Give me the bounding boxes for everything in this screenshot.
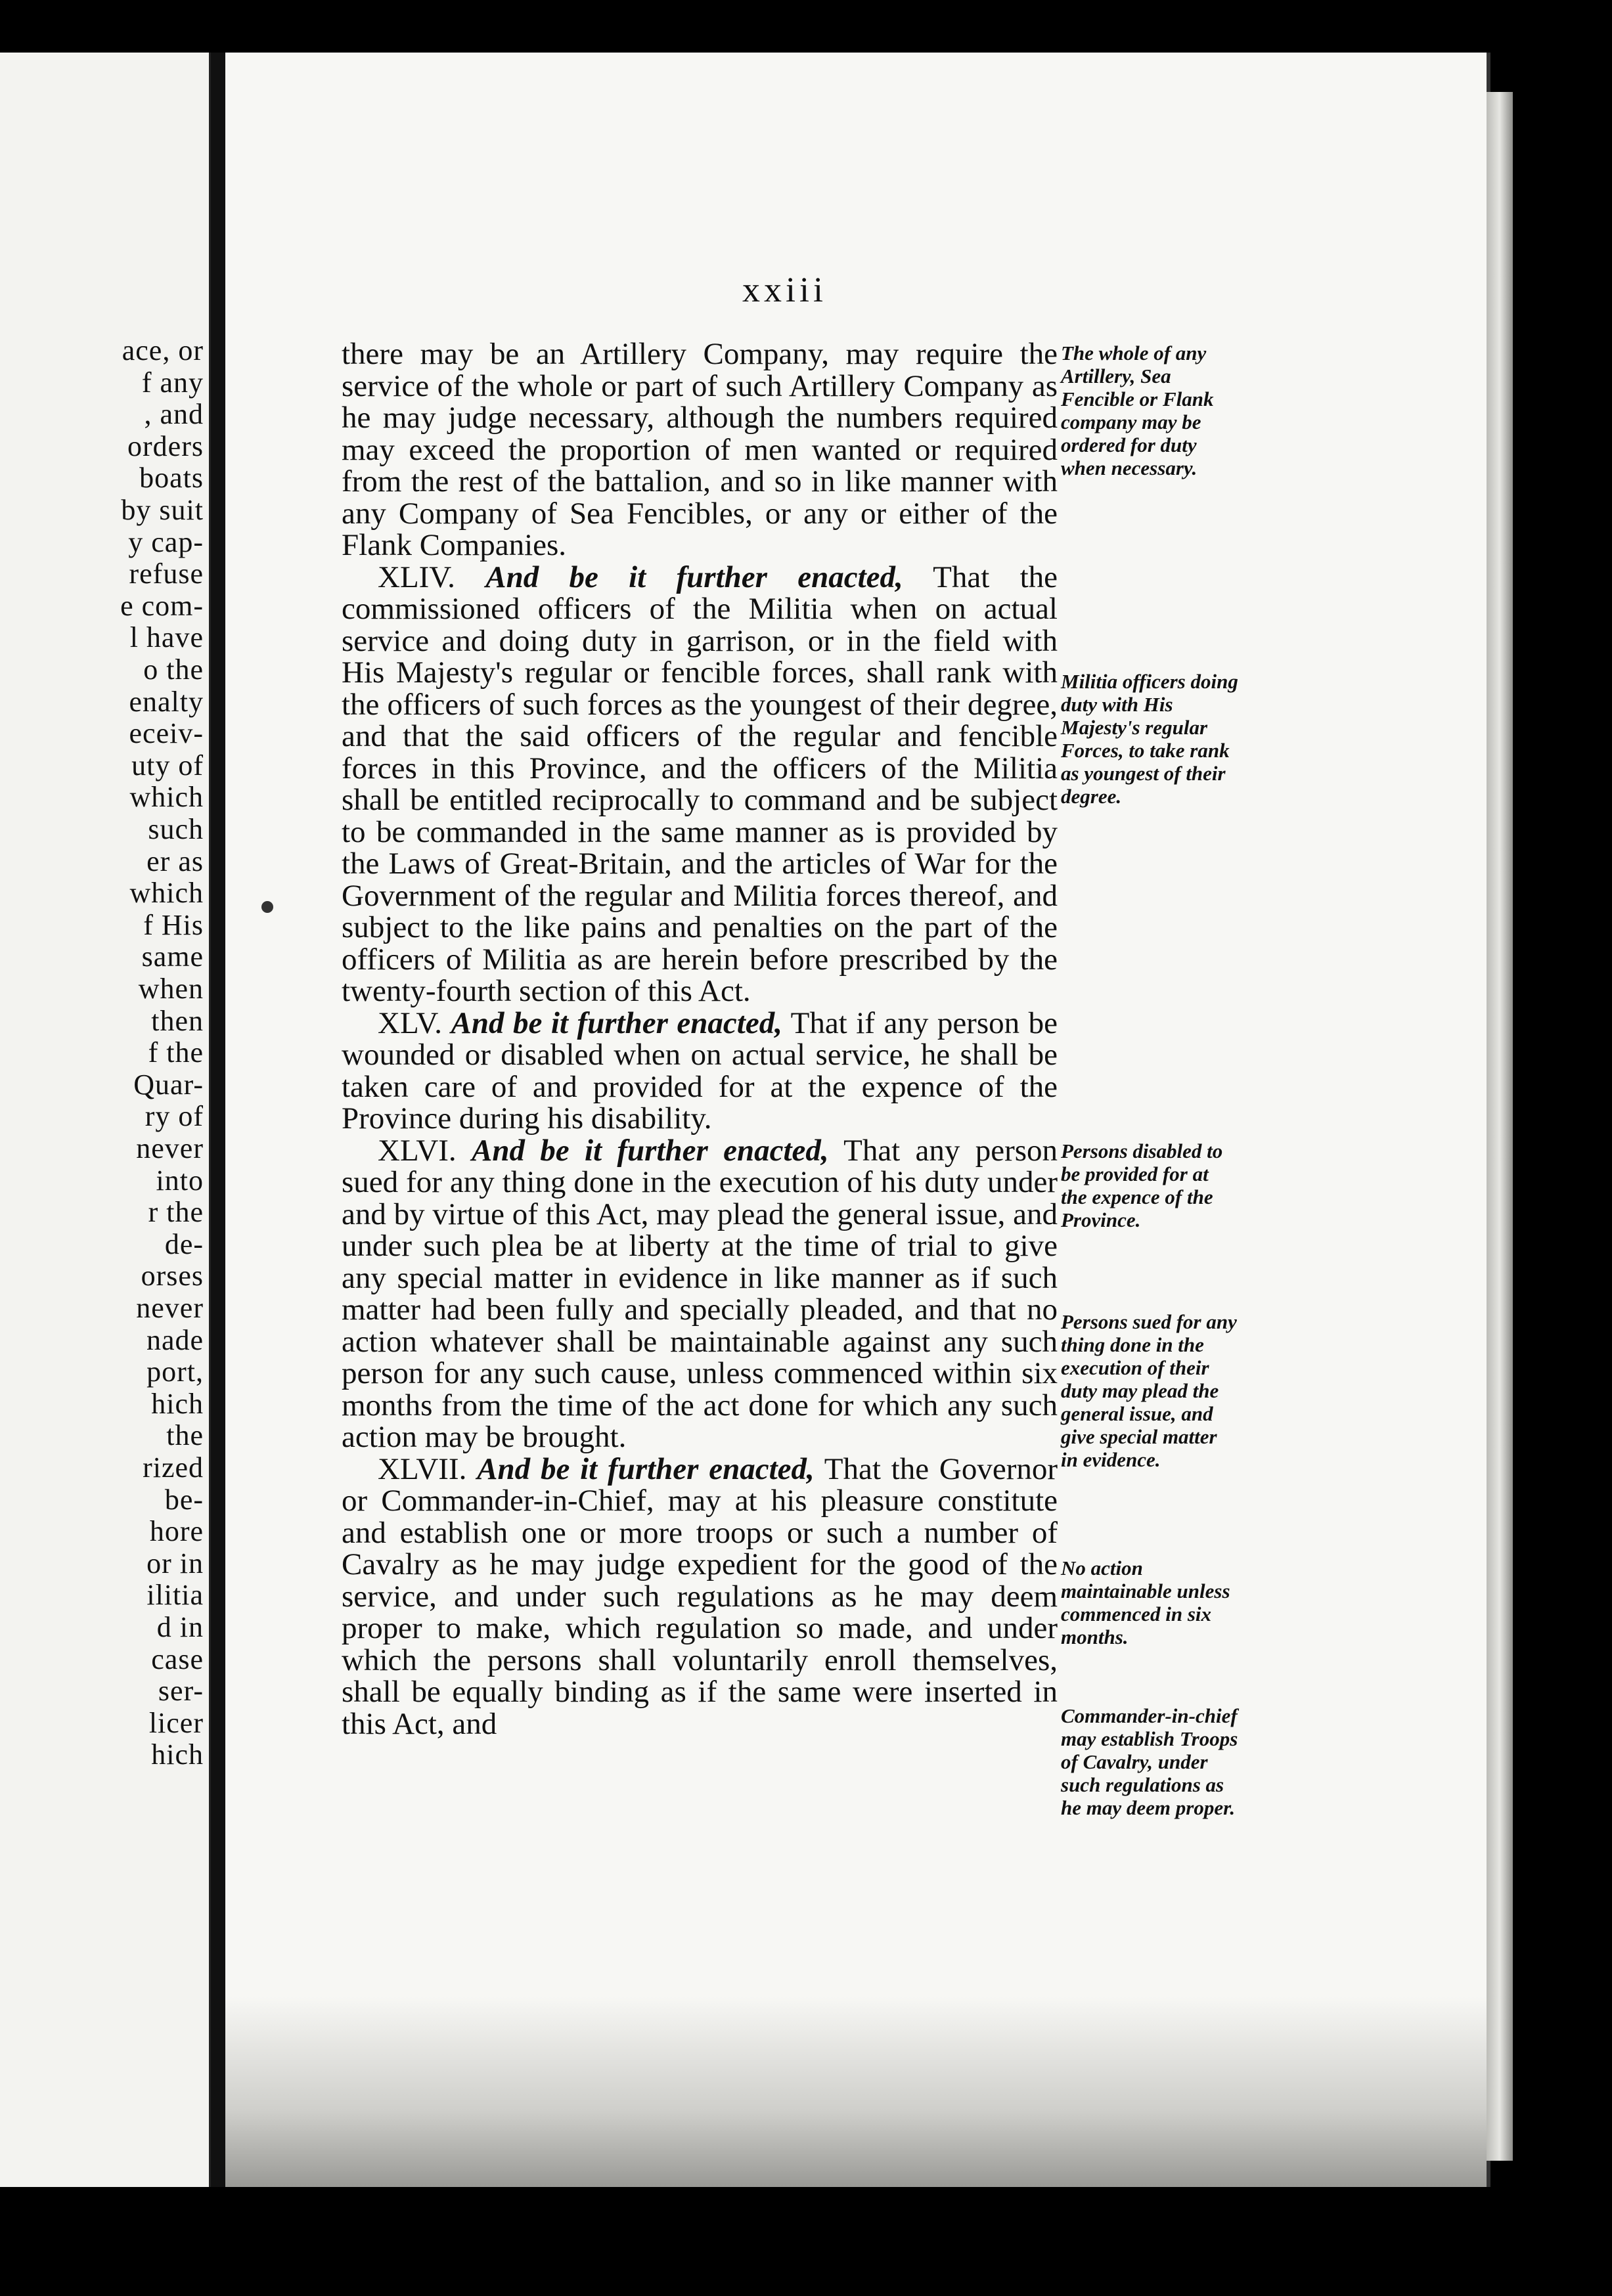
facing-page-line: by suit bbox=[121, 494, 204, 526]
facing-page-line: same bbox=[141, 940, 204, 973]
facing-page-line: f any bbox=[141, 366, 204, 399]
facing-page-line: such bbox=[148, 813, 204, 845]
book-gutter bbox=[211, 53, 225, 2187]
facing-page-line: never bbox=[136, 1292, 204, 1324]
paragraph-continuation bbox=[342, 338, 1058, 562]
paragraph-text: That any person sued for any thing done in the execution of his duty under and by virtue of this Act, may plead the general issue, and under such plea be at liberty at the time of trial to give any special matter in evidence in like manner as if such matter had been fully and specially pleaded, and that no action whatever shall be maintainable against any such person for any such cause, unless commenced within six months from the time of the act done for which any such action may be brought. bbox=[342, 1133, 1058, 1454]
margin-note-disabled: Persons disabled to be provided for at the expence of the Province. bbox=[1061, 1139, 1223, 1231]
facing-page-line: ry of bbox=[145, 1100, 204, 1133]
facing-page-line: nade bbox=[146, 1323, 204, 1356]
facing-page-line: the bbox=[166, 1419, 204, 1452]
margin-note-cavalry: Commander-in-chief may establish Troops of Cavalry, under such regulations as he may deem proper. bbox=[1061, 1704, 1238, 1819]
paragraph-section-xlv bbox=[342, 1007, 1058, 1135]
facing-page-line: licer bbox=[148, 1706, 204, 1739]
facing-page-line: eceiv- bbox=[129, 717, 204, 750]
facing-page-line: be- bbox=[164, 1483, 204, 1516]
paragraph-section-xlvii bbox=[342, 1453, 1058, 1740]
page-number: xxiii bbox=[742, 270, 828, 309]
facing-page-line: ilitia bbox=[146, 1579, 204, 1612]
page-edge bbox=[1487, 92, 1513, 2161]
section-number: XLV. bbox=[378, 1005, 442, 1040]
facing-page-line: r the bbox=[148, 1196, 204, 1229]
facing-page-line: port, bbox=[146, 1356, 204, 1388]
paragraph-text: there may be an Artillery Company, may require the service of the whole or part of such Artillery Company as he may judge necessary, although the numbers required may exceed the proportion of men wanted or required from the rest of the battalion, and so in like manner with any Company of Sea Fencibles, or any or either of the Flank Companies. bbox=[342, 337, 1058, 562]
facing-page-line: rized bbox=[143, 1451, 204, 1484]
facing-page-line: d in bbox=[156, 1611, 204, 1643]
facing-page-line: case bbox=[151, 1643, 204, 1675]
paragraph-section-xlvi bbox=[342, 1135, 1058, 1453]
facing-page-line: never bbox=[136, 1132, 204, 1164]
margin-note-persons-sued: Persons sued for any thing done in the execution of their duty may plead the general issue, and give special matter in evidence. bbox=[1061, 1310, 1237, 1471]
facing-page-line: which bbox=[129, 781, 204, 814]
facing-page-line: then bbox=[151, 1004, 204, 1037]
facing-page-line: , and bbox=[144, 398, 204, 431]
facing-page-line: e com- bbox=[120, 589, 204, 622]
facing-page-line: f the bbox=[148, 1036, 204, 1069]
facing-page-line: boats bbox=[139, 462, 204, 495]
facing-page-line: er as bbox=[146, 845, 204, 877]
paragraph-text: That the commissioned officers of the Militia when on actual service and doing duty in garrison, or in the field with His Majesty's regular or fencible forces, shall rank with the officers of such forces as the youngest of their degree, and that the said officers of the regular and fencible forces in this Province, and the officers of the Militia shall be entitled reciprocally to command and be subject to be commanded in the same manner as is provided by the Laws of Great-Britain, and the articles of War for the Government of the regular and Militia forces thereof, and subject to the like pains and penalties on the part of the officers of Militia as are herein before prescribed by the twenty-fourth section of this Act. bbox=[342, 560, 1058, 1008]
ink-spot bbox=[261, 901, 273, 913]
facing-page-line: uty of bbox=[131, 749, 204, 782]
facing-page-line: hich bbox=[151, 1738, 204, 1771]
facing-page-line: f His bbox=[143, 908, 204, 941]
section-number: XLVII. bbox=[378, 1451, 467, 1486]
facing-page-line: which bbox=[129, 877, 204, 910]
facing-page-line: enalty bbox=[129, 685, 204, 718]
enactment-clause: And be it further enacted, bbox=[477, 1451, 815, 1486]
facing-page-line: o the bbox=[143, 653, 204, 686]
paragraph-text: That the Governor or Commander-in-Chief, may at his pleasure constitute and establish one or more troops or such a number of Cavalry as he may judge expedient for the good of the service, and under such regulations as he may deem proper to make, which regulation so made, and under which the persons shall voluntarily enroll themselves, shall be equally binding as if the same were inserted in this Act, and bbox=[342, 1451, 1058, 1741]
body-text bbox=[342, 338, 1058, 1740]
facing-page-line: de- bbox=[164, 1227, 204, 1260]
facing-page-line: l have bbox=[129, 621, 204, 654]
enactment-clause: And be it further enacted, bbox=[485, 560, 903, 594]
section-number: XLIV. bbox=[378, 560, 455, 594]
facing-page-line: when bbox=[138, 973, 204, 1005]
facing-page-line: into bbox=[156, 1164, 204, 1197]
enactment-clause: And be it further enacted, bbox=[451, 1005, 782, 1040]
facing-page-line: or in bbox=[146, 1547, 204, 1579]
facing-page-line: y cap- bbox=[128, 525, 204, 558]
facing-page-line: ser- bbox=[158, 1675, 204, 1708]
facing-page-line: hore bbox=[149, 1515, 204, 1548]
facing-page bbox=[0, 53, 211, 2187]
paragraph-text: That if any person be wounded or disabled when on actual service, he shall be taken care of and provided for at the expence of the Province during his disability. bbox=[342, 1005, 1058, 1136]
facing-page-line: orses bbox=[141, 1260, 204, 1292]
facing-page-line: Quar- bbox=[133, 1068, 204, 1101]
facing-page-line: hich bbox=[151, 1387, 204, 1420]
facing-page-line: refuse bbox=[129, 558, 204, 590]
paragraph-section-xliv bbox=[342, 562, 1058, 1007]
page-bottom-shadow bbox=[225, 1997, 1487, 2187]
margin-note-militia-rank: Militia officers doing duty with His Majesty's regular Forces, to take rank as youngest of their degree. bbox=[1061, 670, 1238, 808]
facing-page-line: orders bbox=[127, 430, 204, 462]
margin-note-no-action: No action maintainable unless commenced in six months. bbox=[1061, 1556, 1230, 1648]
section-number: XLVI. bbox=[378, 1133, 457, 1168]
facing-page-line: ace, or bbox=[122, 334, 204, 366]
margin-note-artillery: The whole of any Artillery, Sea Fencible or Flank company may be ordered for duty when necessary. bbox=[1061, 342, 1214, 479]
enactment-clause: And be it further enacted, bbox=[472, 1133, 829, 1168]
